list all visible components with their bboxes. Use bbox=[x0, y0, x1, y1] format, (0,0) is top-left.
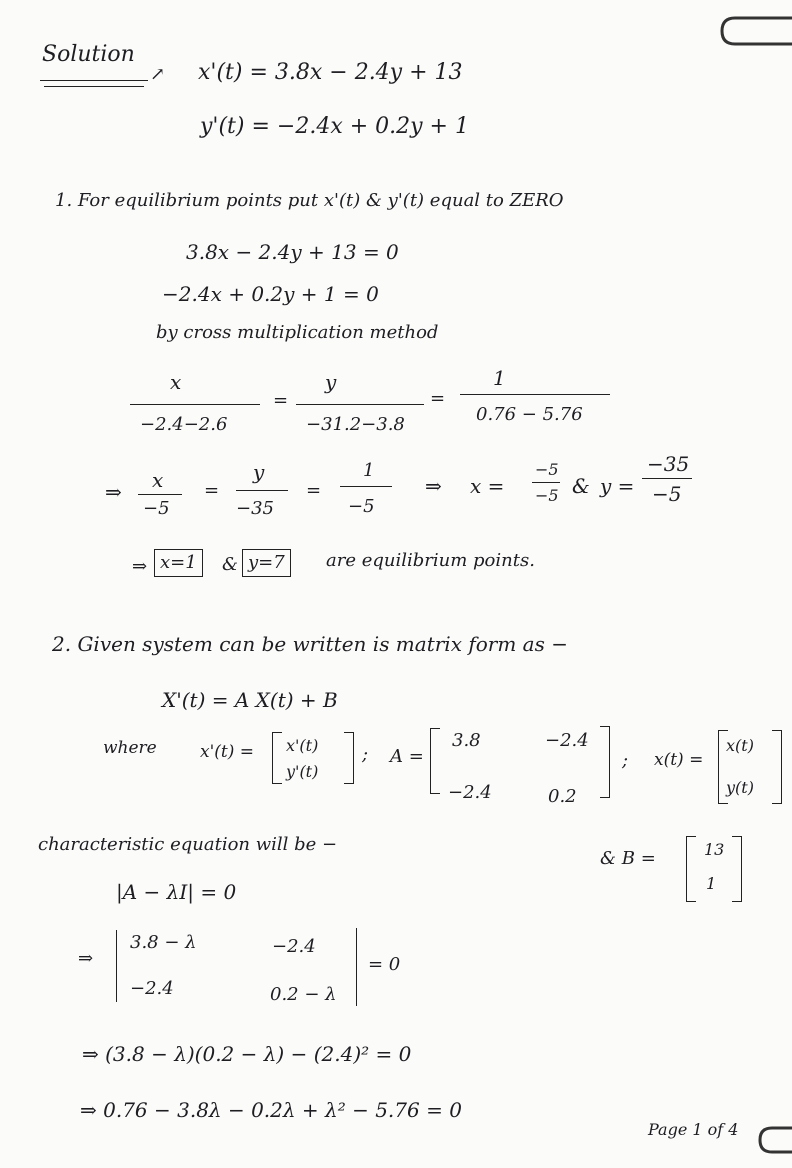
equation-x-prime: x'(t) = 3.8x − 2.4y + 13 bbox=[198, 60, 463, 85]
B-bracket-left bbox=[686, 836, 696, 902]
frac2-num-x: x bbox=[152, 468, 164, 492]
semicolon-1: ; bbox=[362, 744, 369, 765]
characteristic-heading: characteristic equation will be − bbox=[38, 834, 338, 855]
frac1-bar-x bbox=[130, 404, 260, 405]
A-bracket-left bbox=[430, 728, 440, 794]
B-vec-bottom: 1 bbox=[706, 874, 717, 893]
det-bar-left bbox=[116, 930, 117, 1002]
result-text: are equilibrium points. bbox=[326, 550, 535, 571]
sol-y-label: y = bbox=[600, 474, 635, 498]
sol-y-num: −35 bbox=[647, 452, 690, 476]
det-equals-zero: = 0 bbox=[368, 954, 401, 975]
matrix-equation: X'(t) = A X(t) + B bbox=[162, 688, 338, 712]
A-bracket-right bbox=[600, 726, 610, 798]
frac1-eq1: = bbox=[273, 390, 289, 411]
det-22: 0.2 − λ bbox=[270, 984, 337, 1005]
x-label: x(t) = bbox=[654, 750, 704, 770]
frac1-num-y: y bbox=[325, 370, 337, 394]
B-vec-top: 13 bbox=[704, 840, 725, 859]
A-21: −2.4 bbox=[448, 782, 492, 803]
frac2-den-1: −5 bbox=[348, 496, 375, 517]
xprime-vec-bottom: y'(t) bbox=[286, 762, 319, 781]
step-2: ⇒ 0.76 − 3.8λ − 0.2λ + λ² − 5.76 = 0 bbox=[80, 1098, 462, 1122]
frac1-den-y: −31.2−3.8 bbox=[306, 414, 405, 435]
B-label: & B = bbox=[600, 848, 656, 869]
sol-amp: & bbox=[572, 474, 590, 498]
frac1-bar-y bbox=[296, 404, 424, 405]
frac2-den-y: −35 bbox=[236, 498, 274, 519]
title-underline-2 bbox=[44, 86, 144, 87]
part2-heading: 2. Given system can be written is matrix form as − bbox=[52, 632, 568, 656]
det-11: 3.8 − λ bbox=[130, 932, 197, 953]
frac1-num-1: 1 bbox=[493, 366, 506, 390]
frac1-num-x: x bbox=[170, 370, 182, 394]
result-arrow: ⇒ bbox=[132, 556, 148, 577]
frac2-eq1: = bbox=[204, 480, 220, 501]
A-22: 0.2 bbox=[548, 786, 577, 807]
sol-y-bar bbox=[642, 478, 692, 479]
method-text: by cross multiplication method bbox=[156, 322, 439, 343]
x-bracket-right bbox=[772, 730, 782, 804]
det-12: −2.4 bbox=[272, 936, 316, 957]
frac1-eq2: = bbox=[430, 388, 446, 409]
sol-arrow: ⇒ bbox=[425, 474, 442, 498]
A-11: 3.8 bbox=[452, 730, 481, 751]
frac2-arrow: ⇒ bbox=[105, 480, 122, 504]
frac2-bar-y bbox=[236, 490, 288, 491]
frac1-bar-1 bbox=[460, 394, 610, 395]
equation-y-prime: y'(t) = −2.4x + 0.2y + 1 bbox=[200, 114, 469, 139]
sol-x-label: x = bbox=[470, 474, 505, 498]
arrow-icon: ↗ bbox=[150, 64, 166, 85]
xprime-bracket-right bbox=[344, 732, 354, 784]
characteristic-equation: |A − λI| = 0 bbox=[116, 880, 237, 904]
frac2-eq2: = bbox=[306, 480, 322, 501]
equation-b: −2.4x + 0.2y + 1 = 0 bbox=[162, 282, 379, 306]
frac2-bar-1 bbox=[340, 486, 392, 487]
A-label: A = bbox=[390, 746, 424, 767]
frac2-den-x: −5 bbox=[143, 498, 170, 519]
part1-heading: 1. For equilibrium points put x'(t) & y'(t) equal to ZERO bbox=[55, 190, 564, 211]
det-bar-right bbox=[356, 928, 357, 1006]
xprime-vec-top: x'(t) bbox=[286, 736, 319, 755]
frac2-num-1: 1 bbox=[363, 460, 375, 481]
title-underline bbox=[40, 80, 148, 81]
result-y-box: y=7 bbox=[242, 549, 291, 577]
frac1-den-x: −2.4−2.6 bbox=[140, 414, 228, 435]
xprime-label: x'(t) = bbox=[200, 742, 255, 762]
sol-x-den: −5 bbox=[535, 486, 559, 505]
step-1: ⇒ (3.8 − λ)(0.2 − λ) − (2.4)² = 0 bbox=[82, 1042, 412, 1066]
result-x-box: x=1 bbox=[154, 549, 203, 577]
frac2-num-y: y bbox=[253, 460, 265, 484]
sol-x-bar bbox=[532, 482, 560, 483]
equation-a: 3.8x − 2.4y + 13 = 0 bbox=[186, 240, 399, 264]
A-12: −2.4 bbox=[545, 730, 589, 751]
det-arrow: ⇒ bbox=[78, 948, 94, 969]
x-vec-bottom: y(t) bbox=[726, 778, 754, 797]
xprime-bracket-left bbox=[272, 732, 282, 784]
semicolon-2: ; bbox=[622, 750, 629, 771]
result-amp: & bbox=[222, 554, 239, 575]
solution-title: Solution bbox=[42, 42, 135, 67]
x-vec-top: x(t) bbox=[726, 736, 754, 755]
frac2-bar-x bbox=[138, 494, 182, 495]
sol-x-num: −5 bbox=[535, 460, 559, 479]
B-bracket-right bbox=[732, 836, 742, 902]
frac1-den-1: 0.76 − 5.76 bbox=[476, 404, 583, 425]
det-21: −2.4 bbox=[130, 978, 174, 999]
where-text: where bbox=[103, 738, 157, 758]
sol-y-den: −5 bbox=[652, 482, 682, 506]
page-number: Page 1 of 4 bbox=[648, 1120, 739, 1139]
